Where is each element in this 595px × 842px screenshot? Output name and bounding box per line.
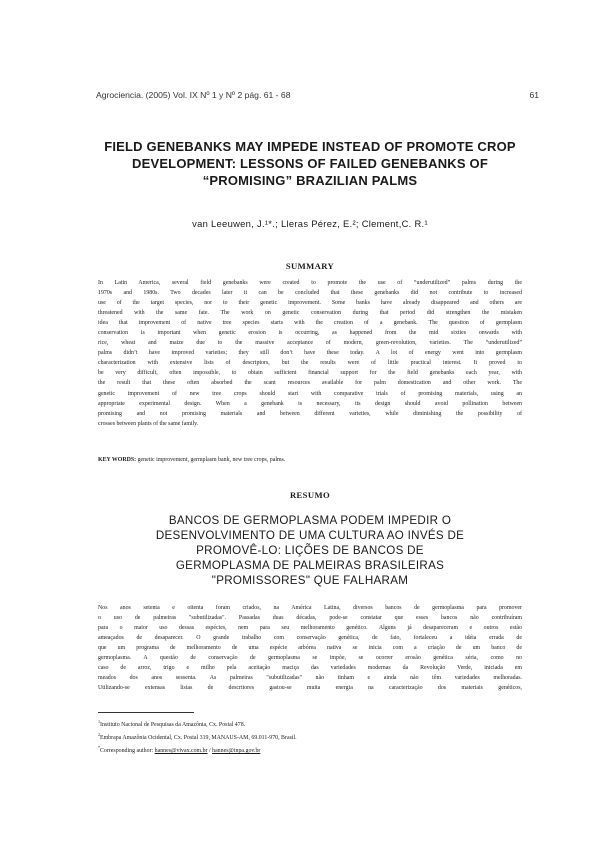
pt-title-line: GERMOPLASMA DE PALMEIRAS BRASILEIRAS xyxy=(175,559,445,572)
summary-line: conservation is important when genetic erosion is occurring, as happened from the mid sixties onwards with xyxy=(98,330,522,337)
resumo-line: o uso de palmeiras "subutilizadas". Passadas duas décadas, pode-se constatar que esses bancos não contribuíram xyxy=(98,615,522,622)
email-separator: / xyxy=(207,747,213,754)
footnote-text: Corresponding author: xyxy=(100,747,155,754)
footnotes xyxy=(98,717,522,756)
summary-line: crosses between plants of the same family. xyxy=(98,420,199,427)
keywords-text: genetic improvement, germplasm bank, new tree crops, palms. xyxy=(136,457,286,463)
footnote-corresponding xyxy=(98,743,522,756)
pt-title-line: PROMOVÊ-LO: LIÇÕES DE BANCOS DE xyxy=(196,544,424,557)
summary-line: In Latin America, several field genebanks were created to promote the use of “underutilized” palms during the xyxy=(98,280,522,286)
summary-paragraph xyxy=(98,278,522,429)
summary-line: appropriate experimental design. When a genebank is necessary, its design should avoid pollination between xyxy=(98,400,522,407)
footnote-affiliation-1 xyxy=(98,717,522,730)
footnote-mark: * xyxy=(98,744,100,750)
resumo-line: Nos anos setenta e oitenta foram criados, na América Latina, diversos bancos de germoplasma para promover xyxy=(98,605,522,611)
title-line: “PROMISING” BRAZILIAN PALMS xyxy=(202,173,418,188)
resumo-heading: RESUMO xyxy=(289,490,331,500)
pt-title-line: BANCOS DE GERMOPLASMA PODEM IMPEDIR O xyxy=(168,514,452,527)
pt-title-line: "PROMISSORES" QUE FALHARAM xyxy=(211,574,409,587)
resumo-line: caso de arroz, trigo e milho pela aceitação maciça das variedades modernas da Revolução Verde, iniciada em xyxy=(98,665,522,672)
running-head xyxy=(96,90,539,100)
footnote-mark: 2 xyxy=(98,731,100,737)
resumo-paragraph xyxy=(98,603,522,693)
summary-line: idea that improvement of native tree species starts with the creation of a genebank. The question of germplasm xyxy=(98,320,522,327)
portuguese-title xyxy=(70,513,550,588)
footnote-mark: 1 xyxy=(98,719,100,724)
author-list: van Leeuwen, J.¹*.; Lleras Pérez, E.²; Clement,C. R.¹ xyxy=(192,218,428,229)
summary-line: rice, wheat and maize due to the massive acceptance of modern, green-revolution, varieties. The “underutilized” xyxy=(98,340,522,347)
resumo-line: ameaçados de desaparecer. O grande trabalho com conservação genética, de fato, fortaleceu a idéia errada de xyxy=(98,635,522,642)
footnote-text: Instituto Nacional de Pesquisas da Amazônia, Cx. Postal 478. xyxy=(100,721,246,728)
title-line: FIELD GENEBANKS MAY IMPEDE INSTEAD OF PROMOTE CROP xyxy=(104,139,516,154)
footnote-divider xyxy=(98,712,194,713)
resumo-line: para o maior uso dessas espécies, nem para seu melhoramento genético. Alguns já desapareceram e outros estão xyxy=(98,625,522,632)
summary-line: promising and not promising materials and between different varieties, while diminishing the possibility of xyxy=(98,410,522,417)
summary-line: 1970s and 1980s. Two decades later it can be concluded that these genebanks did not contribute to increased xyxy=(98,290,522,297)
summary-line: characterization with extensive lists of descriptors, but the results were of little practical interest. It proved to xyxy=(98,360,522,367)
email-link[interactable]: hannes@vivax.com.br xyxy=(154,747,208,754)
summary-line: be very difficult, often impossible, to obtain sufficient financial support for the field genebanks each year, with xyxy=(98,370,522,377)
summary-line: genetic improvement of new tree crops should start with comparative trials of promising materials, using an xyxy=(98,390,522,397)
summary-line: threatened with the same fate. The work on genetic conservation during that period did strengthen the mistaken xyxy=(98,310,522,317)
footnote-text: Embrapa Amazônia Ocidental, Cx. Postal 319, MANAUS-AM, 69.011-970, Brasil. xyxy=(100,734,297,741)
keywords xyxy=(98,457,522,463)
keywords-label: KEY WORDS: xyxy=(98,457,137,463)
email-link[interactable]: hannes@inpa.gov.br xyxy=(212,747,261,754)
page-number: 61 xyxy=(529,90,539,100)
summary-line: palms didn’t have improved varieties; they still don’t have these today. A lot of energy went into germplasm xyxy=(98,350,522,357)
footnote-affiliation-2 xyxy=(98,730,522,743)
title-line: DEVELOPMENT: LESSONS OF FAILED GENEBANKS OF xyxy=(131,156,489,171)
resumo-line: germoplasma. A questão de conservação de germoplasma se impõe, se ocorrer erosão genética séria, como no xyxy=(98,655,522,662)
resumo-line: meados dos anos sessenta. As palmeiras "subutilizadas" não tinham e ainda não têm variedades melhoradas. xyxy=(98,675,522,682)
resumo-line: que um programa de melhoramento de uma espécie arbórea nativa se inicia com a criação de um banco de xyxy=(98,645,522,652)
summary-line: use of the target species, nor to their genetic improvement. Some banks have already disappeared and others are xyxy=(98,300,522,307)
journal-citation: Agrociencia. (2005) Vol. IX Nº 1 y Nº 2 pág. 61 - 68 xyxy=(96,90,291,100)
summary-line: the result that these often absorbed the scant resources available for palm domestication and other work. The xyxy=(98,380,522,387)
resumo-line: Utilizando-se extensas listas de descritores gastou-se muita energia na caracterização dos materiais genéticos, xyxy=(98,685,522,692)
pt-title-line: DESENVOLVIMENTO DE UMA CULTURA AO INVÉS DE xyxy=(155,529,465,542)
article-title xyxy=(70,138,550,189)
summary-heading: SUMMARY xyxy=(285,261,335,271)
